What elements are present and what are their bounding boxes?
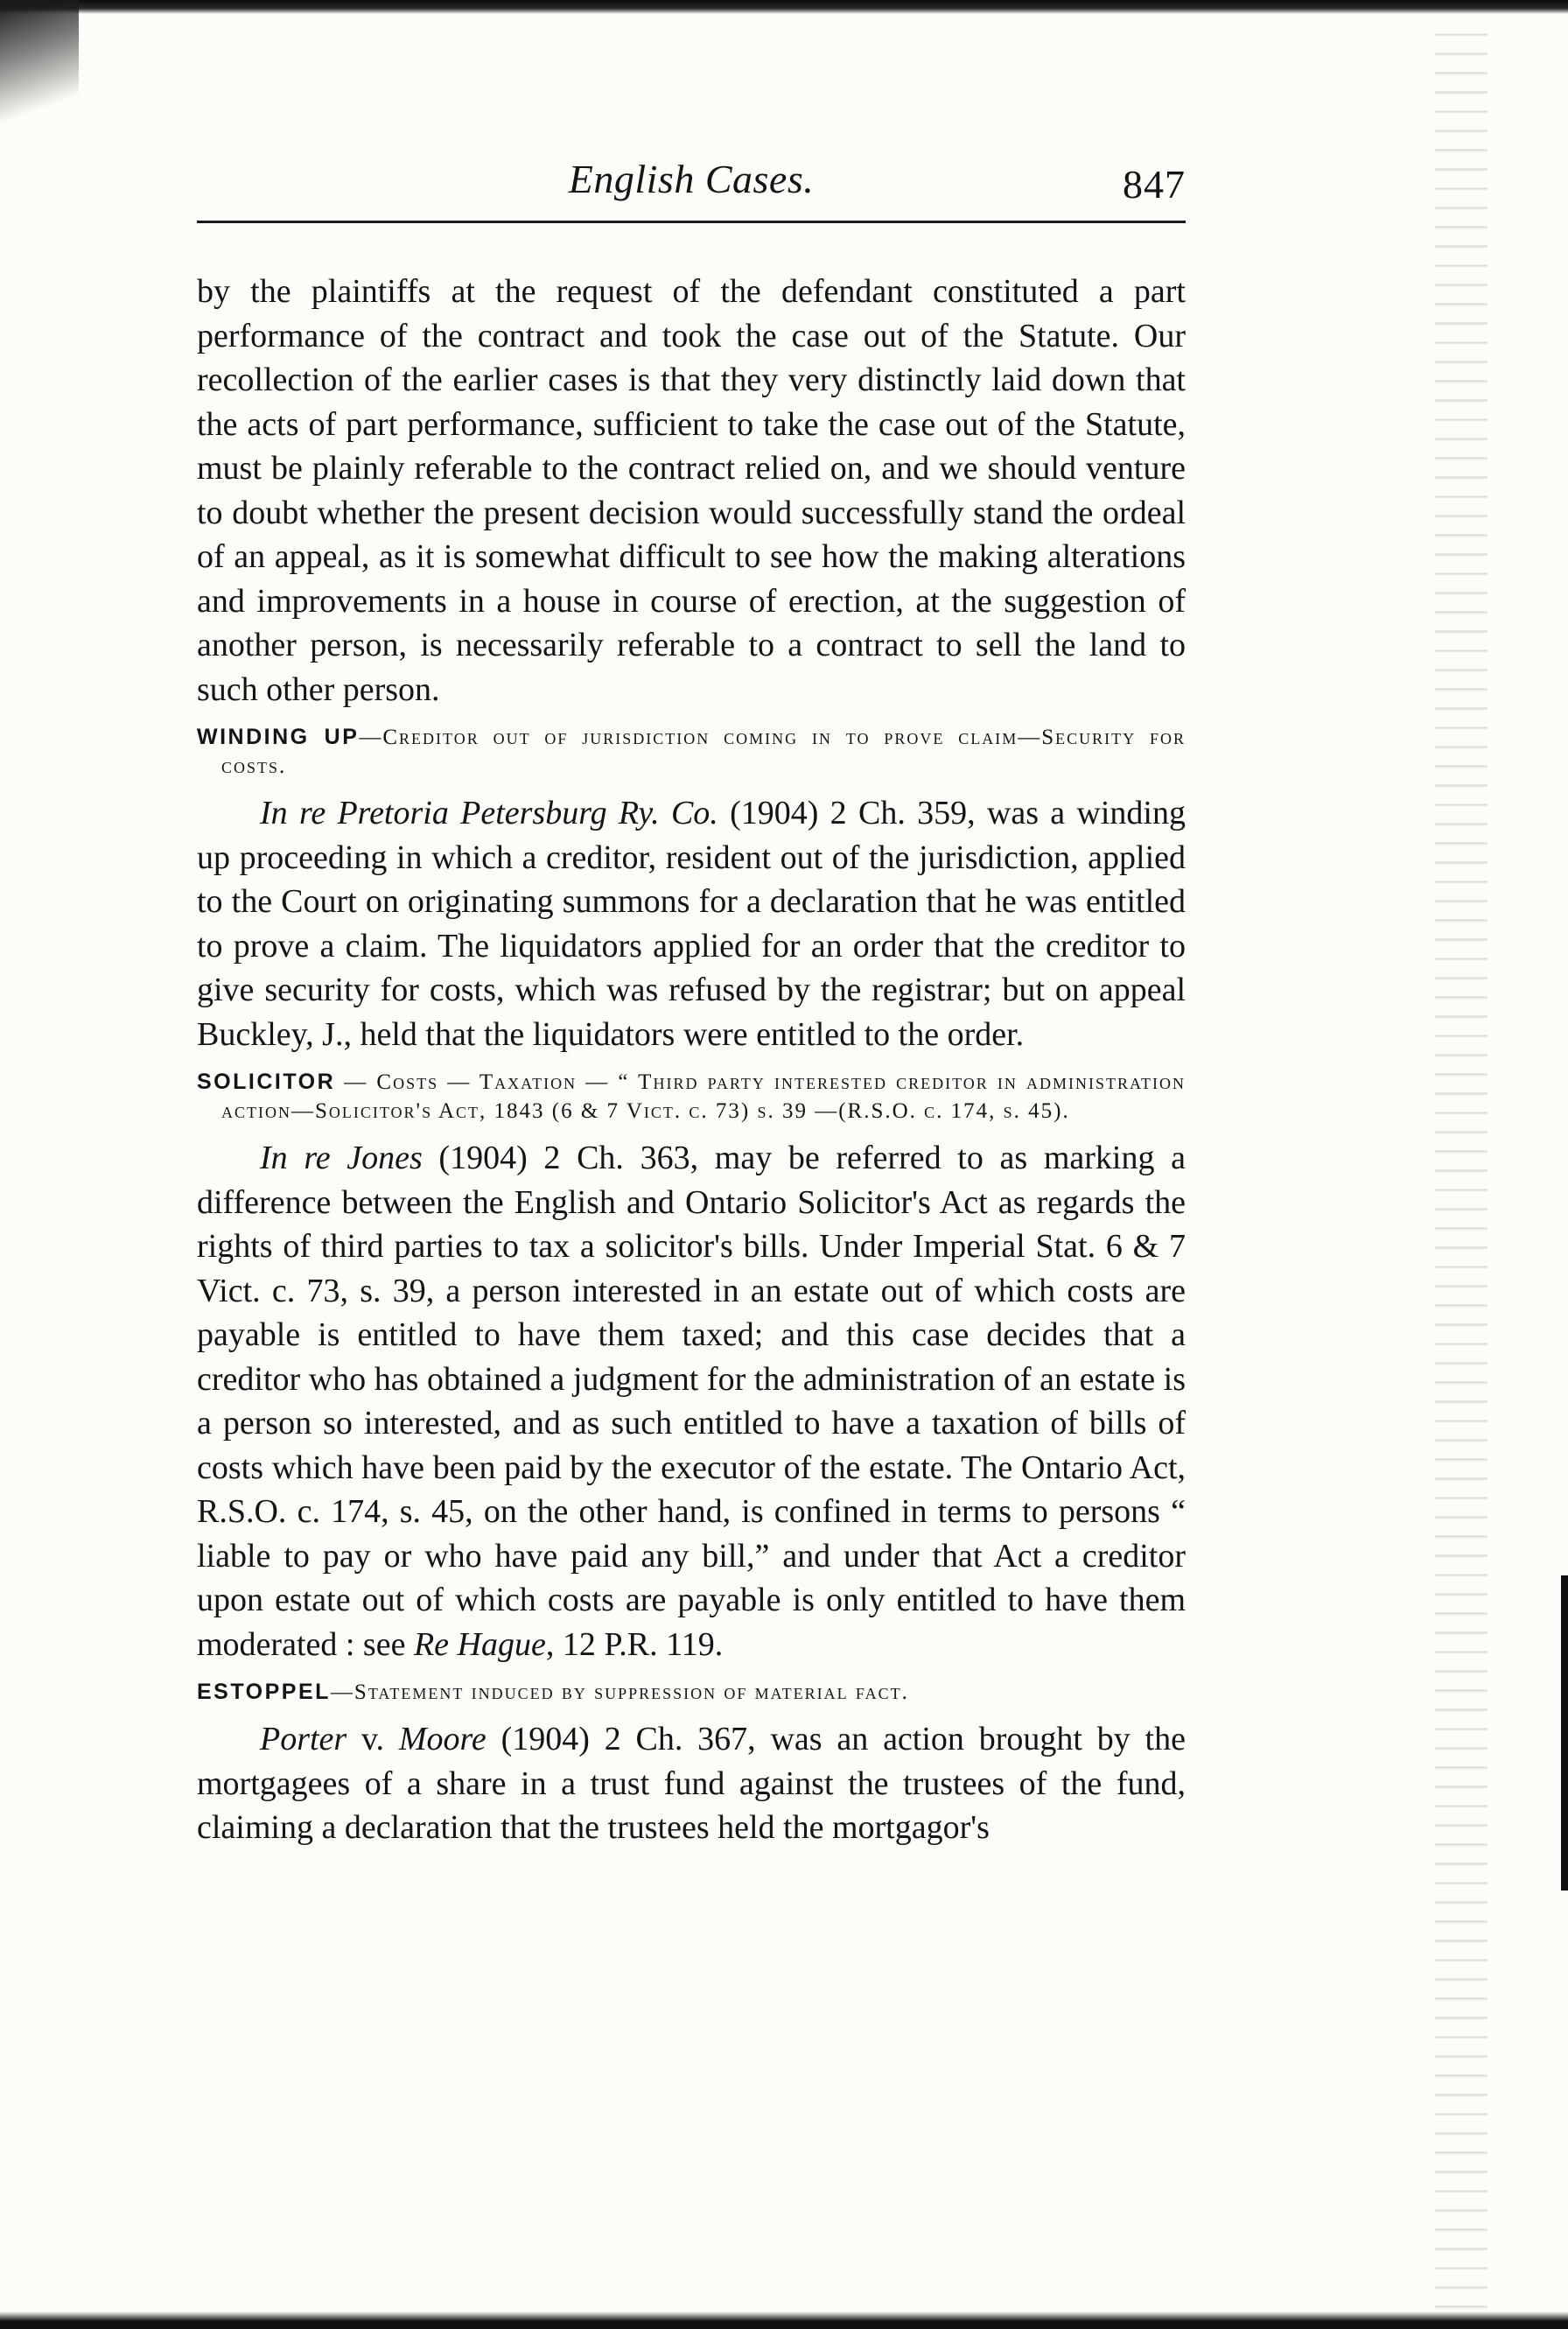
heading-keyword: WINDING UP	[197, 725, 360, 749]
paragraph-porter	[197, 1717, 1186, 1850]
scan-border-bottom	[0, 2311, 1568, 2329]
section-heading-winding-up	[197, 723, 1186, 781]
case-citation: , 12 P.R. 119.	[545, 1625, 724, 1663]
page-body	[197, 270, 1186, 1850]
case-name: In re Pretoria Petersburg Ry. Co.	[260, 795, 718, 831]
case-text: (1904) 2 Ch. 367, was an action brought by the mortgagees of a share in a trust fund against the trustees of the fund, claiming a declaration that the trustees held the mortgagor's	[197, 1721, 1186, 1846]
case-reference: Re Hague	[413, 1625, 546, 1663]
header-rule	[197, 221, 1186, 223]
section-heading-solicitor	[197, 1068, 1186, 1126]
heading-subject: —Statement induced by suppression of material fact.	[330, 1680, 909, 1704]
paragraph-continuation: by the plaintiffs at the request of the defendant constituted a part performance of the contract and took the case out of the Statute. Our recollection of the earlier cases is that they very distinctly laid down that the acts of part performance, sufficient to take the case out of the Statute, must be plainly referable to the contract relied on, and we should venture to doubt whether the present decision would successfully stand the ordeal of an appeal, as it is somewhat difficult to see how the making alterations and improvements in a house in course of erection, at the suggestion of another person, is necessarily referable to a contract to sell the land to such other person.	[197, 273, 1186, 708]
case-text: (1904) 2 Ch. 359, was a winding up proceeding in which a creditor, resident out of the jurisdiction, applied to the Court on originating summons for a declaration that he was entitled to prove a claim. The liquidators applied for an order that the creditor to give security for costs, which was refused by the registrar; but on appeal Buckley, J., held that the liquidators were entitled to the order.	[197, 795, 1186, 1053]
paragraph-jones	[197, 1136, 1186, 1666]
heading-subject: — Costs — Taxation — “ Third party interested creditor in administration action—Solicitor's Act, 1843 (6 & 7 Vict. c. 73) s. 39 —(R.S.O. c. 174, s. 45).	[221, 1070, 1186, 1123]
scan-bleed-right	[1435, 18, 1488, 2311]
case-text: (1904) 2 Ch. 363, may be referred to as marking a difference between the English and Ontario Solicitor's Act as regards the rights of third parties to tax a solicitor's bills. Under Imperial Stat. 6 & 7 Vict. c. 73, s. 39, a person interested in an estate out of which costs are payable is entitled to have them taxed; and this case decides that a creditor who has obtained a judgment for the administration of an estate is a person so interested, and as such entitled to have a taxation of bills of costs which have been paid by the executor of the estate. The Ontario Act, R.S.O. c. 174, s. 45, on the other hand, is confined in terms to persons “ liable to pay or who have paid any bill,” and under that Act a creditor upon estate out of which costs are payable is only entitled to have them moderated : see	[197, 1140, 1186, 1663]
case-party-1: Porter	[260, 1721, 347, 1757]
running-title: English Cases.	[568, 157, 815, 201]
page-number: 847	[1123, 162, 1186, 207]
case-party-2: Moore	[398, 1721, 486, 1757]
heading-keyword: ESTOPPEL	[197, 1680, 331, 1704]
paragraph-pretoria	[197, 791, 1186, 1056]
heading-keyword: SOLICITOR	[197, 1070, 336, 1094]
page-header	[197, 156, 1186, 226]
section-heading-estoppel	[197, 1678, 1186, 1707]
scan-border-right	[1561, 1575, 1568, 1891]
scan-border-top	[0, 0, 1568, 14]
versus: v.	[346, 1721, 399, 1757]
scan-shadow-corner	[0, 0, 79, 149]
heading-subject: —Creditor out of jurisdiction coming in to prove claim—Security for costs.	[221, 726, 1186, 778]
case-name: In re Jones	[260, 1140, 423, 1176]
